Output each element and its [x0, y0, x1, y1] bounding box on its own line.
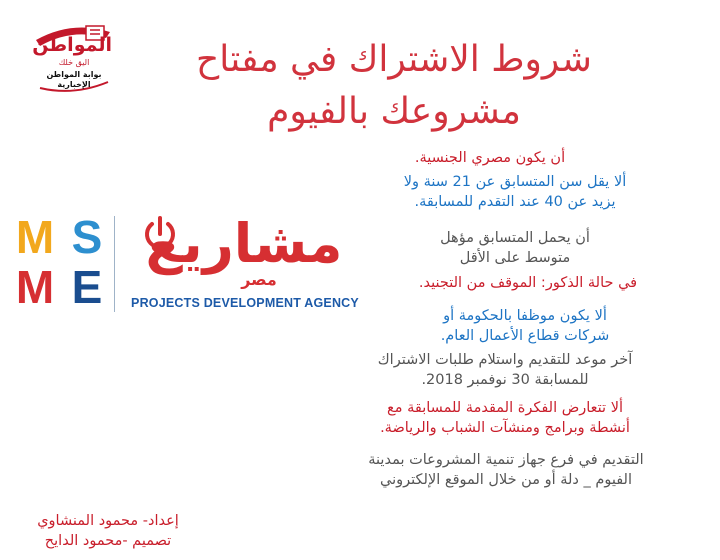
publisher-logo: [30, 18, 114, 94]
title-line-2: مشروعك بالفيوم: [267, 91, 521, 132]
msme-letter-m1: M: [15, 211, 55, 263]
condition-5-line-1: ألا يكون موظفا بالحكومة أو: [443, 308, 607, 324]
condition-8-line-2: الفيوم _ دلة أو من خلال الموقع الإلكتروني: [380, 472, 632, 488]
condition-6: [330, 350, 680, 390]
condition-5: [400, 306, 650, 346]
msme-logo: [10, 211, 114, 313]
condition-8: [326, 450, 686, 490]
condition-1-line-1: أن يكون مصري الجنسية.: [414, 150, 566, 166]
logo-divider: [114, 216, 115, 312]
condition-2-line-2: يزيد عن 40 عند التقدم للمسابقة.: [414, 194, 616, 210]
msme-letter-m2: M: [15, 261, 55, 313]
mashroo-sub: مصر: [241, 270, 277, 289]
condition-7-line-2: أنشطة وبرامج ومنشآت الشباب والرياضة.: [380, 420, 630, 436]
condition-1: [340, 148, 640, 168]
condition-8-line-1: التقديم في فرع جهاز تنمية المشروعات بمدينة: [368, 452, 644, 468]
condition-3-line-1: أن يحمل المتسابق مؤهل: [440, 230, 590, 246]
msme-letter-e: E: [71, 261, 103, 313]
credits: [8, 511, 208, 551]
condition-3: [390, 228, 640, 268]
power-icon: [140, 214, 180, 254]
condition-3-line-2: متوسط على الأقل: [459, 250, 571, 266]
page-title: [144, 34, 644, 138]
condition-4-line-1: في حالة الذكور: الموقف من التجنيد.: [418, 275, 638, 291]
condition-2-line-1: ألا يقل سن المتسابق عن 21 سنة ولا: [403, 174, 627, 190]
credits-prepared-by: إعداد- محمود المنشاوي: [37, 513, 179, 529]
msme-letter-s: S: [71, 211, 103, 263]
condition-5-line-2: شركات قطاع الأعمال العام.: [440, 328, 610, 344]
agency-name: PROJECTS DEVELOPMENT AGENCY: [131, 296, 359, 310]
logo-subtitle: بوابة المواطن الإخبارية: [46, 70, 102, 89]
condition-6-line-1: آخر موعد للتقديم واستلام طلبات الاشتراك: [377, 352, 633, 368]
condition-2: [360, 172, 670, 212]
condition-7: [340, 398, 670, 438]
credits-designed-by: تصميم -محمود الدايح: [44, 533, 172, 549]
title-line-1: شروط الاشتراك في مفتاح: [196, 39, 592, 80]
condition-7-line-1: ألا تتعارض الفكرة المقدمة للمسابقة مع: [387, 400, 623, 416]
logo-main-text: المواطن: [32, 34, 112, 56]
logo-tagline: اليق خلك: [58, 58, 90, 67]
condition-4: [378, 273, 678, 293]
mashroo-word: مشاريع: [145, 212, 343, 275]
condition-6-line-2: للمسابقة 30 نوفمبر 2018.: [421, 372, 589, 388]
